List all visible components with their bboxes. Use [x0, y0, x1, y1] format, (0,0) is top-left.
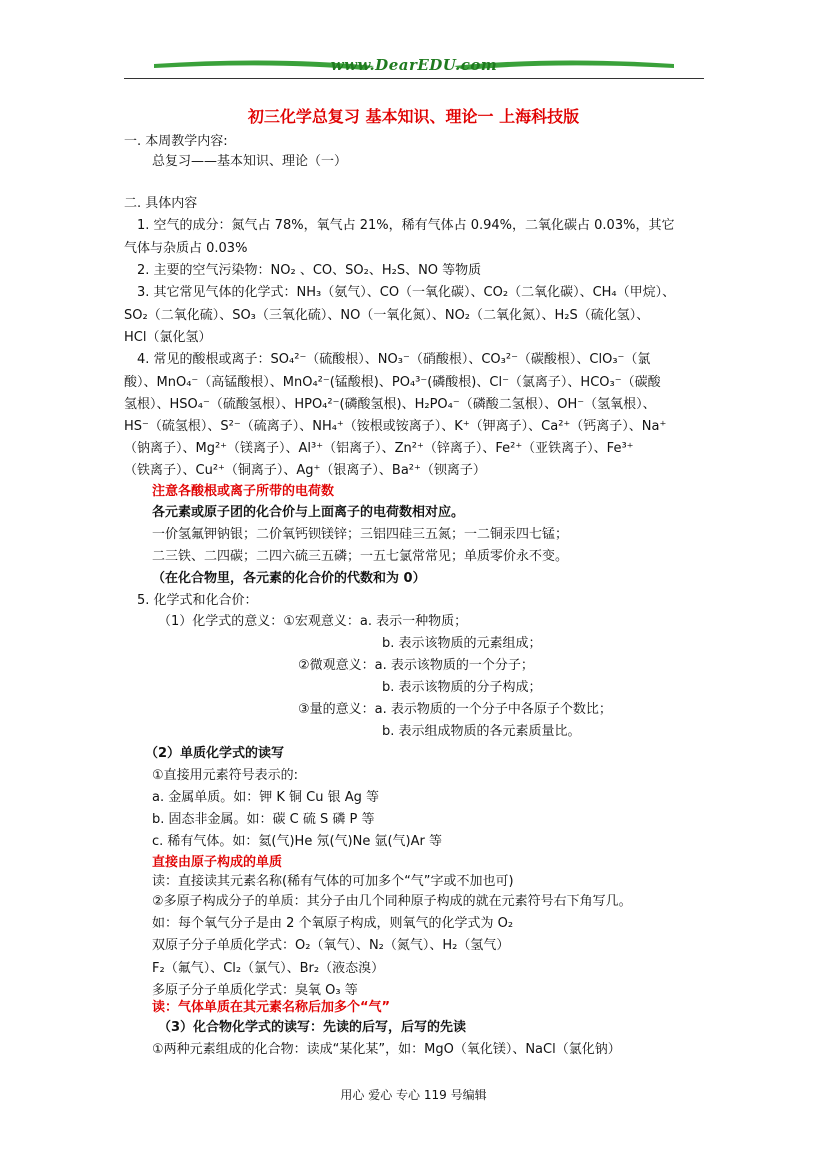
highlight-note: 注意各酸根或离子所带的电荷数 [152, 484, 335, 499]
text-line: c. 稀有气体。如：氦(气)He 氖(气)Ne 氩(气)Ar 等 [152, 834, 442, 849]
text-line: ③量的意义：a. 表示物质的一个分子中各原子个数比； [298, 702, 612, 717]
text-line: 多原子分子单质化学式：臭氧 O₃ 等 [152, 983, 358, 998]
text-line: ①直接用元素符号表示的: [152, 768, 299, 783]
text-line: HS⁻（硫氢根）、S²⁻（硫离子）、NH₄⁺（铵根或铵离子）、K⁺（钾离子）、Ca²⁺（钙离子）、Na⁺ [124, 419, 667, 434]
site-header [124, 50, 704, 80]
text-line: （在化合物里，各元素的化合价的代数和为 0） [152, 571, 426, 586]
page-title: 初三化学总复习 基本知识、理论一 上海科技版 [247, 107, 580, 126]
text-line: 各元素或原子团的化合价与上面离子的电荷数相对应。 [152, 505, 465, 520]
text-line: SO₂（二氧化硫）、SO₃（三氧化硫）、NO（一氧化氮）、NO₂（二氧化氮）、H₂S（硫化氢）、 [124, 308, 650, 323]
text-line: 总复习——基本知识、理论（一） [152, 154, 348, 169]
text-line: b. 固态非金属。如：碳 C 硫 S 磷 P 等 [152, 812, 375, 827]
text-line: 双原子分子单质化学式：O₂（氧气）、N₂（氮气）、H₂（氢气） [152, 938, 510, 953]
text-line: 3. 其它常见气体的化学式：NH₃（氨气）、CO（一氧化碳）、CO₂（二氧化碳）、CH₄（甲烷）、 [137, 285, 676, 300]
text-line: 5. 化学式和化合价： [137, 593, 258, 608]
text-line: HCl（氯化氢） [124, 330, 212, 345]
section-heading: （3）化合物化学式的读写：先读的后写，后写的先读 [158, 1020, 467, 1035]
text-line: （钠离子）、Mg²⁺（镁离子）、Al³⁺（铝离子）、Zn²⁺（锌离子）、Fe²⁺（亚铁离子）、Fe³⁺ [124, 441, 634, 456]
text-line: 如：每个氧气分子是由 2 个氧原子构成，则氧气的化学式为 O₂ [152, 916, 514, 931]
section-heading: （2）单质化学式的读写 [145, 746, 285, 761]
text-line: F₂（氟气）、Cl₂（氯气）、Br₂（液态溴） [152, 961, 385, 976]
text-line: 2. 主要的空气污染物：NO₂ 、CO、SO₂、H₂S、NO 等物质 [137, 263, 482, 278]
text-line: ②多原子构成分子的单质：其分子由几个同种原子构成的就在元素符号右下角写几。 [152, 894, 632, 909]
highlight-note: 直接由原子构成的单质 [152, 855, 283, 870]
text-line: 气体与杂质占 0.03% [124, 241, 248, 256]
text-line: ①两种元素组成的化合物：读成“某化某”，如：MgO（氧化镁）、NaCl（氯化钠） [152, 1042, 621, 1057]
site-url[interactable]: www.DearEDU.com [330, 56, 498, 74]
text-line: 一. 本周教学内容: [124, 134, 228, 149]
text-line: b. 表示该物质的元素组成； [382, 636, 542, 651]
header-rule [124, 78, 704, 79]
text-line: 1. 空气的成分：氮气占 78%，氧气占 21%，稀有气体占 0.94%，二氧化碳占 0.03%，其它 [137, 218, 675, 233]
text-line: b. 表示该物质的分子构成； [382, 680, 542, 695]
page-footer: 用心 爱心 专心 119 号编辑 [340, 1088, 487, 1102]
text-line: （1）化学式的意义：①宏观意义：a. 表示一种物质； [158, 614, 468, 629]
text-line: 一价氢氟钾钠银；二价氧钙钡镁锌；三铝四硅三五氮；一二铜汞四七锰； [152, 527, 569, 542]
text-line: 读：直接读其元素名称(稀有气体的可加多个“气”字或不加也可) [152, 874, 514, 889]
text-line: （铁离子）、Cu²⁺（铜离子）、Ag⁺（银离子）、Ba²⁺（钡离子） [124, 463, 486, 478]
text-line: 二. 具体内容 [124, 196, 198, 211]
text-line: 氢根）、HSO₄⁻（硫酸氢根）、HPO₄²⁻(磷酸氢根)、H₂PO₄⁻（磷酸二氢根）、OH⁻（氢氧根）、 [124, 397, 656, 412]
text-line: b. 表示组成物质的各元素质量比。 [382, 724, 581, 739]
text-line: 酸）、MnO₄⁻（高锰酸根）、MnO₄²⁻(锰酸根)、PO₄³⁻(磷酸根)、Cl⁻（氯离子）、HCO₃⁻（碳酸 [124, 375, 661, 390]
text-line: a. 金属单质。如：钾 K 铜 Cu 银 Ag 等 [152, 790, 380, 805]
text-line: ②微观意义：a. 表示该物质的一个分子； [298, 658, 534, 673]
text-line: 4. 常见的酸根或离子：SO₄²⁻（硫酸根）、NO₃⁻（硝酸根）、CO₃²⁻（碳酸根）、ClO₃⁻（氯 [137, 352, 651, 367]
text-line: 二三铁、二四碳；二四六硫三五磷；一五七氯常常见；单质零价永不变。 [152, 549, 569, 564]
highlight-note: 读：气体单质在其元素名称后加多个“气” [152, 1000, 391, 1015]
